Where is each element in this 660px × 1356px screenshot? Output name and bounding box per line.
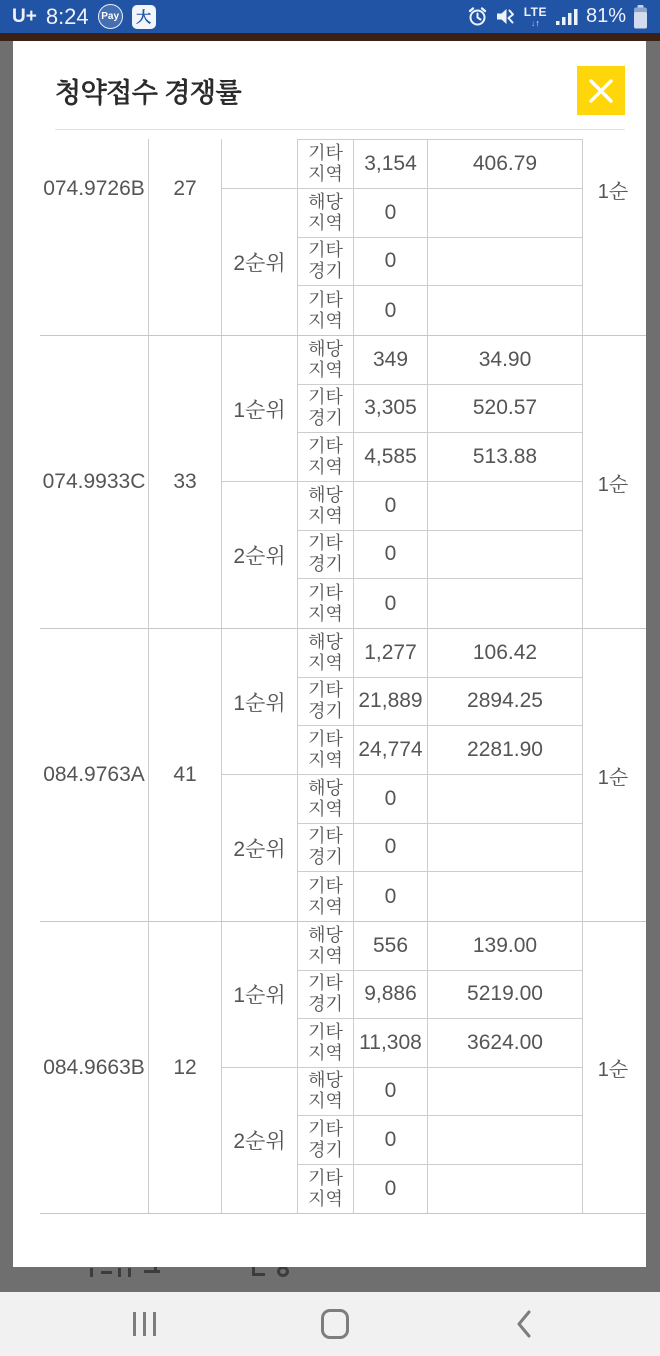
region-cell: 해당지역	[298, 336, 354, 385]
rate-cell: 2281.90	[428, 726, 583, 775]
table-group	[40, 628, 646, 921]
rate-cell: 3624.00	[428, 1019, 583, 1068]
rate-cell	[428, 531, 583, 580]
supply-count-cell: 27	[149, 139, 222, 335]
rank1-cell: 1순위	[222, 922, 298, 1068]
rate-cell	[428, 286, 583, 335]
rank2-cell: 2순위	[222, 482, 298, 628]
rate-cell	[428, 238, 583, 287]
count-cell: 0	[354, 824, 428, 873]
region-cell: 기타지역	[298, 286, 354, 335]
count-cell: 24,774	[354, 726, 428, 775]
occluded-text-fragment	[90, 1268, 93, 1277]
count-cell: 0	[354, 1165, 428, 1214]
table-group	[40, 139, 646, 335]
count-cell: 0	[354, 872, 428, 921]
signal-strength-icon	[555, 8, 579, 26]
region-cell: 해당지역	[298, 482, 354, 531]
region-cell: 기타경기	[298, 678, 354, 727]
count-cell: 0	[354, 1116, 428, 1165]
rate-cell	[428, 775, 583, 824]
region-cell: 기타지역	[298, 1019, 354, 1068]
table-group	[40, 335, 646, 628]
occluded-text-fragment	[252, 1266, 265, 1276]
close-button[interactable]	[577, 66, 625, 115]
rate-cell: 5219.00	[428, 971, 583, 1020]
dimmed-page-header-strip	[0, 33, 660, 41]
rate-cell: 139.00	[428, 922, 583, 971]
count-cell: 0	[354, 189, 428, 238]
count-cell: 4,585	[354, 433, 428, 482]
supply-count-cell: 41	[149, 629, 222, 921]
region-cell: 해당지역	[298, 189, 354, 238]
battery-percent-label: 81%	[585, 5, 626, 27]
header-divider	[55, 129, 625, 130]
region-cell: 기타경기	[298, 531, 354, 580]
rank1-cell: 1순위	[222, 336, 298, 482]
dae-app-icon: 大	[132, 5, 156, 29]
count-cell: 9,886	[354, 971, 428, 1020]
recents-button[interactable]	[104, 1292, 184, 1356]
occluded-text-fragment	[118, 1268, 121, 1277]
rate-cell	[428, 482, 583, 531]
count-cell: 3,154	[354, 140, 428, 189]
region-cell: 기타경기	[298, 1116, 354, 1165]
competition-table	[40, 139, 646, 1214]
count-cell: 349	[354, 336, 428, 385]
rank1-cell	[222, 139, 298, 189]
rate-cell	[428, 189, 583, 238]
table-group	[40, 921, 646, 1214]
rate-cell: 2894.25	[428, 678, 583, 727]
rate-cell: 513.88	[428, 433, 583, 482]
count-cell: 11,308	[354, 1019, 428, 1068]
occluded-text-fragment	[144, 1270, 160, 1273]
region-cell: 기타경기	[298, 385, 354, 434]
count-cell: 0	[354, 531, 428, 580]
count-cell: 0	[354, 238, 428, 287]
region-cell: 해당지역	[298, 775, 354, 824]
rate-cell: 520.57	[428, 385, 583, 434]
rate-cell	[428, 1068, 583, 1117]
status-time: 8:24	[45, 3, 89, 29]
back-button[interactable]	[484, 1292, 564, 1356]
count-cell: 0	[354, 482, 428, 531]
region-cell: 해당지역	[298, 1068, 354, 1117]
home-button[interactable]	[295, 1292, 375, 1356]
occluded-text-fragment	[101, 1271, 112, 1274]
region-cell: 기타지역	[298, 872, 354, 921]
count-cell: 0	[354, 775, 428, 824]
region-cell: 기타지역	[298, 579, 354, 628]
rate-cell: 34.90	[428, 336, 583, 385]
supply-count-cell: 33	[149, 336, 222, 628]
back-icon	[516, 1310, 532, 1338]
count-cell: 3,305	[354, 385, 428, 434]
status-bar-left	[12, 4, 156, 30]
rate-cell	[428, 579, 583, 628]
home-icon	[321, 1309, 349, 1339]
region-cell: 기타지역	[298, 1165, 354, 1214]
rank2-cell: 2순위	[222, 1068, 298, 1214]
alarm-icon	[467, 6, 488, 27]
unit-type-cell: 084.9663B	[40, 922, 149, 1213]
rate-cell: 406.79	[428, 140, 583, 189]
occluded-text-fragment	[277, 1266, 289, 1277]
mute-icon	[495, 6, 516, 27]
rate-cell	[428, 1165, 583, 1214]
navigation-bar	[0, 1292, 660, 1356]
rate-cell	[428, 872, 583, 921]
rate-cell	[428, 824, 583, 873]
count-cell: 556	[354, 922, 428, 971]
region-cell: 해당지역	[298, 629, 354, 678]
carrier-label: U+	[12, 5, 37, 27]
result-cell: 1순	[597, 180, 629, 203]
rank2-cell: 2순위	[222, 189, 298, 335]
competition-rate-modal	[13, 41, 646, 1267]
region-cell: 기타경기	[298, 238, 354, 287]
count-cell: 1,277	[354, 629, 428, 678]
result-cell: 1순	[597, 1059, 629, 1081]
count-cell: 0	[354, 1068, 428, 1117]
modal-title: 청약접수 경쟁률	[55, 78, 242, 108]
rank1-cell: 1순위	[222, 629, 298, 775]
rank2-cell: 2순위	[222, 775, 298, 921]
count-cell: 0	[354, 286, 428, 335]
unit-type-cell: 074.9933C	[40, 336, 149, 628]
region-cell: 해당지역	[298, 922, 354, 971]
rate-cell	[428, 1116, 583, 1165]
result-cell: 1순	[597, 473, 629, 496]
status-bar	[0, 0, 660, 33]
battery-icon	[633, 5, 648, 29]
region-cell: 기타지역	[298, 433, 354, 482]
region-cell: 기타지역	[298, 726, 354, 775]
recents-icon	[133, 1312, 156, 1336]
count-cell: 0	[354, 579, 428, 628]
rate-cell: 106.42	[428, 629, 583, 678]
region-cell: 기타경기	[298, 971, 354, 1020]
status-bar-right	[467, 5, 648, 29]
lte-icon: LTE ↓↑	[523, 4, 547, 28]
region-cell: 기타경기	[298, 824, 354, 873]
competition-table-scroll-area[interactable]	[40, 139, 646, 1219]
supply-count-cell: 12	[149, 922, 222, 1213]
result-cell: 1순	[597, 766, 629, 789]
samsung-pay-icon: Pay	[98, 4, 123, 29]
region-cell: 기타지역	[298, 140, 354, 189]
close-icon	[588, 78, 614, 104]
count-cell: 21,889	[354, 678, 428, 727]
occluded-text-fragment	[128, 1268, 131, 1277]
unit-type-cell: 074.9726B	[40, 139, 149, 335]
unit-type-cell: 084.9763A	[40, 629, 149, 921]
